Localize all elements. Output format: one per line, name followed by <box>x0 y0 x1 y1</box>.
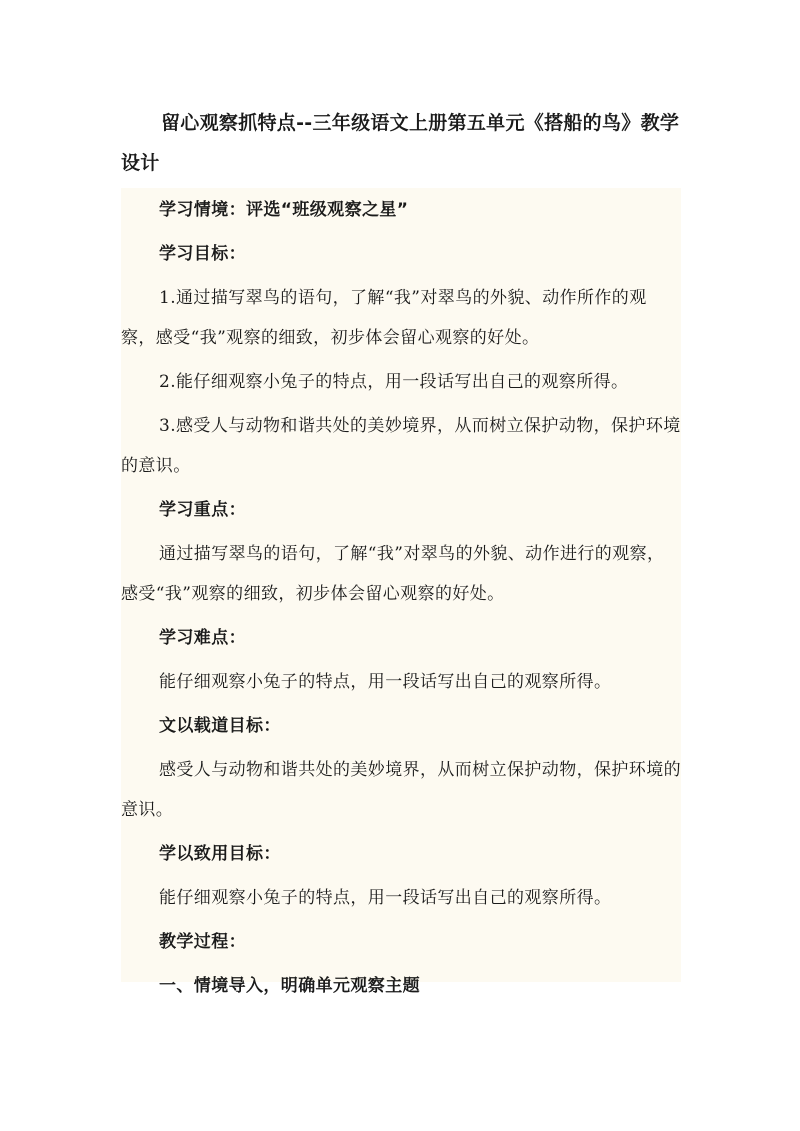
paragraph-values-goal: 感受人与动物和谐共处的美妙境界，从而树立保护动物，保护环境的意识。 <box>121 760 681 820</box>
heading-values-goal: 文以载道目标： <box>159 716 281 736</box>
paragraph-application-goal: 能仔细观察小兔子的特点，用一段话写出自己的观察所得。 <box>159 888 612 908</box>
paragraph-goal-3: 3.感受人与动物和谐共处的美妙境界，从而树立保护动物，保护环境的意识。 <box>121 416 681 476</box>
heading-section-1: 一、情境导入，明确单元观察主题 <box>159 976 420 996</box>
document-title: 留心观察抓特点--三年级语文上册第五单元《搭船的鸟》教学设计 <box>121 112 680 174</box>
heading-application-goal: 学以致用目标： <box>159 844 281 864</box>
heading-learning-goals: 学习目标： <box>159 244 246 264</box>
heading-teaching-process: 教学过程： <box>159 932 246 952</box>
paragraph-difficulties: 能仔细观察小兔子的特点，用一段话写出自己的观察所得。 <box>159 672 612 692</box>
paragraph-goal-2: 2.能仔细观察小兔子的特点，用一段话写出自己的观察所得。 <box>159 372 629 392</box>
paragraph-learning-context: 学习情境：评选“班级观察之星” <box>159 200 409 220</box>
document-body <box>121 188 681 996</box>
paragraph-key-points: 通过描写翠鸟的语句，了解“我”对翠鸟的外貌、动作进行的观察，感受“我”观察的细致，初步体会留心观察的好处。 <box>121 544 665 604</box>
heading-key-points: 学习重点： <box>159 500 246 520</box>
heading-difficulties: 学习难点： <box>159 628 246 648</box>
paragraph-goal-1: 1.通过描写翠鸟的语句，了解“我”对翠鸟的外貌、动作所作的观察，感受“我”观察的细致，初步体会留心观察的好处。 <box>121 288 647 348</box>
